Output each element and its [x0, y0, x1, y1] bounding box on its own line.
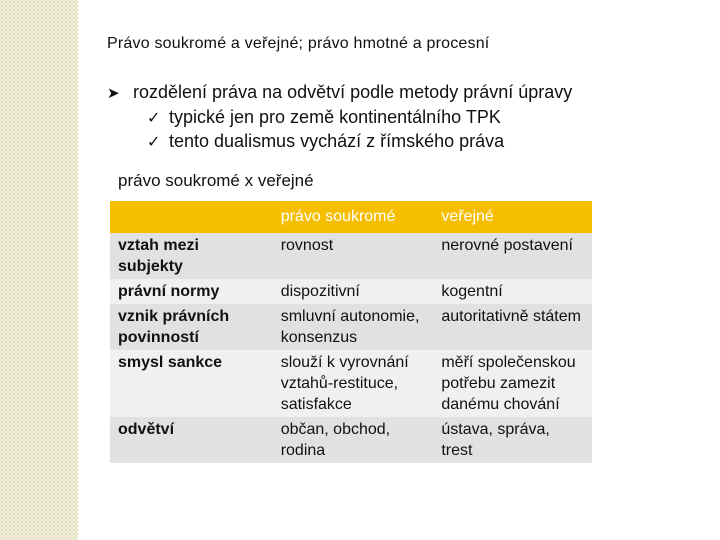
- table-cell: smluvní autonomie, konsenzus: [273, 304, 434, 350]
- sub-bullet-text: tento dualismus vychází z římského práva: [169, 131, 505, 151]
- table-cell: dispozitivní: [273, 279, 434, 304]
- table-row: [110, 417, 592, 463]
- check-icon: ✓: [147, 110, 161, 127]
- table-cell: autoritativně státem: [433, 304, 592, 350]
- sub-bullet-text: typické jen pro země kontinentálního TPK: [169, 107, 501, 127]
- table-row-header: právní normy: [110, 279, 273, 304]
- table-cell: rovnost: [273, 233, 434, 279]
- sub-bullet: [147, 107, 501, 128]
- table-row: [110, 350, 592, 417]
- table-header-cell: veřejné: [433, 201, 592, 233]
- table-row-header: vznik právních povinností: [110, 304, 273, 350]
- table-cell: měří společenskou potřebu zamezit danému chování: [433, 350, 592, 417]
- sub-bullet: [147, 131, 504, 152]
- table-row: [110, 279, 592, 304]
- table-row: [110, 233, 592, 279]
- table-cell: ústava, správa, trest: [433, 417, 592, 463]
- table-row-header: smysl sankce: [110, 350, 273, 417]
- table-header-cell: právo soukromé: [273, 201, 434, 233]
- table-row-header: odvětví: [110, 417, 273, 463]
- table-row: [110, 304, 592, 350]
- slide-title: Právo soukromé a veřejné; právo hmotné a procesní: [107, 35, 490, 52]
- table-cell: nerovné postavení: [433, 233, 592, 279]
- decorative-left-strip: [0, 0, 78, 540]
- table-header-cell: [110, 201, 273, 233]
- arrow-bullet-icon: ➤: [107, 85, 120, 102]
- table-cell: kogentní: [433, 279, 592, 304]
- table-header-row: [110, 201, 592, 233]
- table-cell: občan, obchod, rodina: [273, 417, 434, 463]
- table-row-header: vztah mezi subjekty: [110, 233, 273, 279]
- check-icon: ✓: [147, 134, 161, 151]
- table-caption: právo soukromé x veřejné: [118, 171, 314, 190]
- main-bullet-text: rozdělení práva na odvětví podle metody právní úpravy: [133, 82, 573, 102]
- main-bullet: [107, 82, 572, 103]
- comparison-table: [110, 201, 592, 463]
- table-cell: slouží k vyrovnání vztahů-restituce, satisfakce: [273, 350, 434, 417]
